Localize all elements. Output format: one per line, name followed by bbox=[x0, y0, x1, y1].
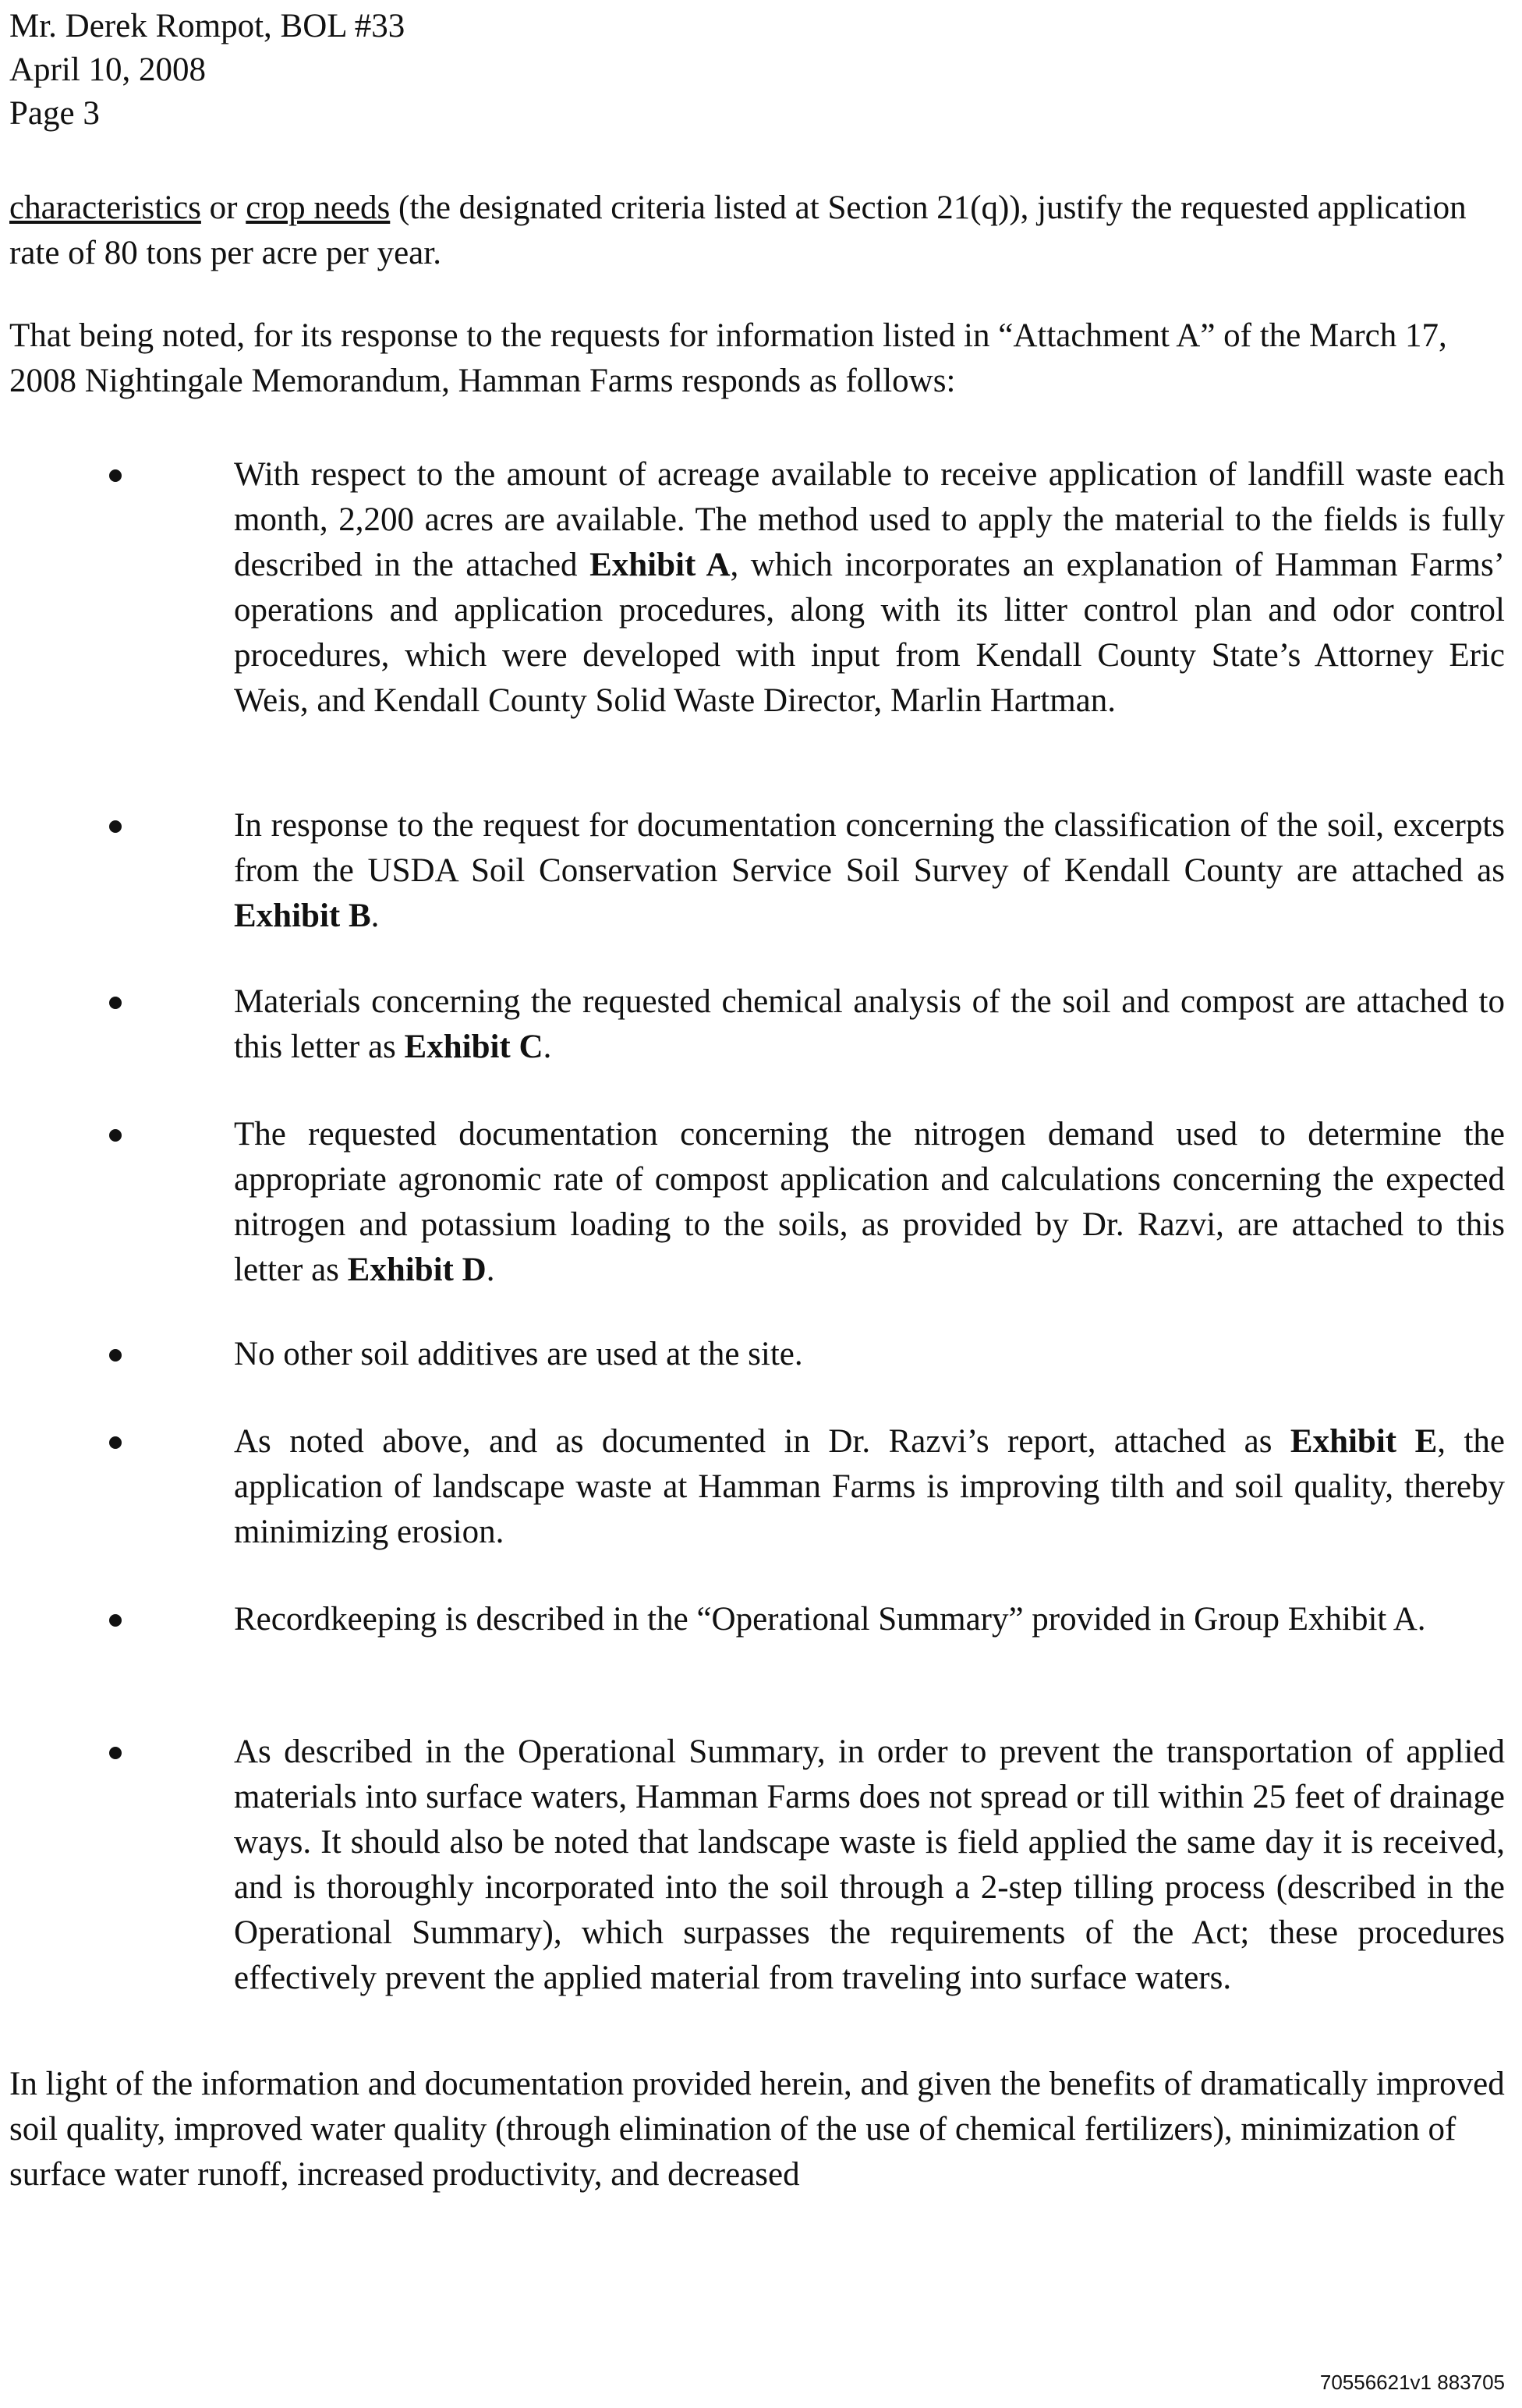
letter-header bbox=[9, 5, 405, 136]
bullet-text-part: In response to the request for documentation concerning the classification of the soil, excerpts from the USDA Soil Conservation Service Soil Survey of Kendall County are attached as bbox=[234, 807, 1505, 889]
bullet-dot-icon bbox=[109, 1349, 122, 1362]
exhibit-reference: Exhibit D bbox=[347, 1252, 487, 1288]
bullet-dot-icon bbox=[109, 469, 122, 482]
bullet-text bbox=[234, 452, 1505, 724]
intro-text-2: (the designated criteria listed at Section 21(q)), justify the requested application rate of 80 tons per acre per year. bbox=[9, 189, 1467, 271]
bullet-text-part: The requested documentation concerning the nitrogen demand used to determine the appropriate agronomic rate of compost application and calculations concerning the expected nitrogen and potassium loading to the soils, as provided by Dr. Razvi, are attached to this letter as bbox=[234, 1116, 1505, 1288]
bullet-text: Recordkeeping is described in the “Operational Summary” provided in Group Exhibit A. bbox=[234, 1601, 1426, 1638]
intro-text-1: or bbox=[200, 189, 246, 226]
bullet-text: As described in the Operational Summary, in order to prevent the transportation of applied materials into surface waters, Hamman Farms does not spread or till within 25 feet of drainage ways. It should also be noted that landscape waste is field applied the same day it is received, and is thoroughly incorporated into the soil through a 2-step tilling process (described in the Operational Summary), which surpasses the requirements of the Act; these procedures effectively prevent the applied material from traveling into surface waters. bbox=[234, 1733, 1505, 1996]
bullet-text-part: , which incorporates an explanation of Hamman Farms’ operations and application procedures, along with its litter control plan and odor control procedures, which were developed with input from Kendall County State’s Attorney Eric Weis, and Kendall County Solid Waste Director, Marlin Hartman. bbox=[234, 547, 1505, 719]
closing-paragraph: In light of the information and documentation provided herein, and given the benefits of dramatically improved soil quality, improved water quality (through elimination of the use of chemical fertilizers), minimization of surface water runoff, increased productivity, and decreased bbox=[9, 2066, 1505, 2193]
bullet-text bbox=[234, 979, 1505, 1070]
date-line: April 10, 2008 bbox=[9, 51, 207, 88]
bullet-text-part: . bbox=[543, 1029, 552, 1065]
intro-paragraph bbox=[9, 186, 1506, 276]
bullet-dot-icon bbox=[109, 1747, 122, 1759]
bullet-text: No other soil additives are used at the site. bbox=[234, 1336, 803, 1372]
exhibit-reference: Exhibit B bbox=[234, 898, 371, 934]
bullet-text bbox=[234, 1112, 1505, 1293]
page-number-line: Page 3 bbox=[9, 95, 100, 132]
bullet-text-part: . bbox=[486, 1252, 495, 1288]
lead-paragraph: That being noted, for its response to the requests for information listed in “Attachment A” of the March 17, 2008 Nightingale Memorandum, Hamman Farms responds as follows: bbox=[9, 317, 1447, 399]
bullet-dot-icon bbox=[109, 1614, 122, 1627]
bullet-text-part: . bbox=[370, 898, 380, 934]
bullet-dot-icon bbox=[109, 820, 122, 833]
bullet-dot-icon bbox=[109, 997, 122, 1009]
bullet-text-part: As noted above, and as documented in Dr. Razvi’s report, attached as bbox=[234, 1423, 1290, 1460]
document-id: 70556621v1 883705 bbox=[1319, 2371, 1505, 2394]
bullet-dot-icon bbox=[109, 1436, 122, 1449]
bullet-text-part: , the application of landscape waste at Hamman Farms is improving tilth and soil quality, thereby minimizing erosion. bbox=[234, 1423, 1505, 1550]
exhibit-reference: Exhibit A bbox=[589, 547, 731, 583]
exhibit-reference: Exhibit C bbox=[404, 1029, 543, 1065]
bullet-text bbox=[234, 1419, 1505, 1555]
bullet-text bbox=[234, 803, 1505, 939]
underlined-term-crop-needs: crop needs bbox=[246, 189, 391, 226]
bullet-text-part: With respect to the amount of acreage available to receive application of landfill waste each month, 2,200 acres are available. The method used to apply the material to the fields is fully described in the attached bbox=[234, 456, 1505, 583]
underlined-term-characteristics: characteristics bbox=[9, 189, 201, 226]
bullet-text-part: Materials concerning the requested chemical analysis of the soil and compost are attached to this letter as bbox=[234, 983, 1505, 1065]
recipient-line: Mr. Derek Rompot, BOL #33 bbox=[9, 8, 405, 44]
exhibit-reference: Exhibit E bbox=[1290, 1423, 1438, 1460]
bullet-dot-icon bbox=[109, 1129, 122, 1142]
